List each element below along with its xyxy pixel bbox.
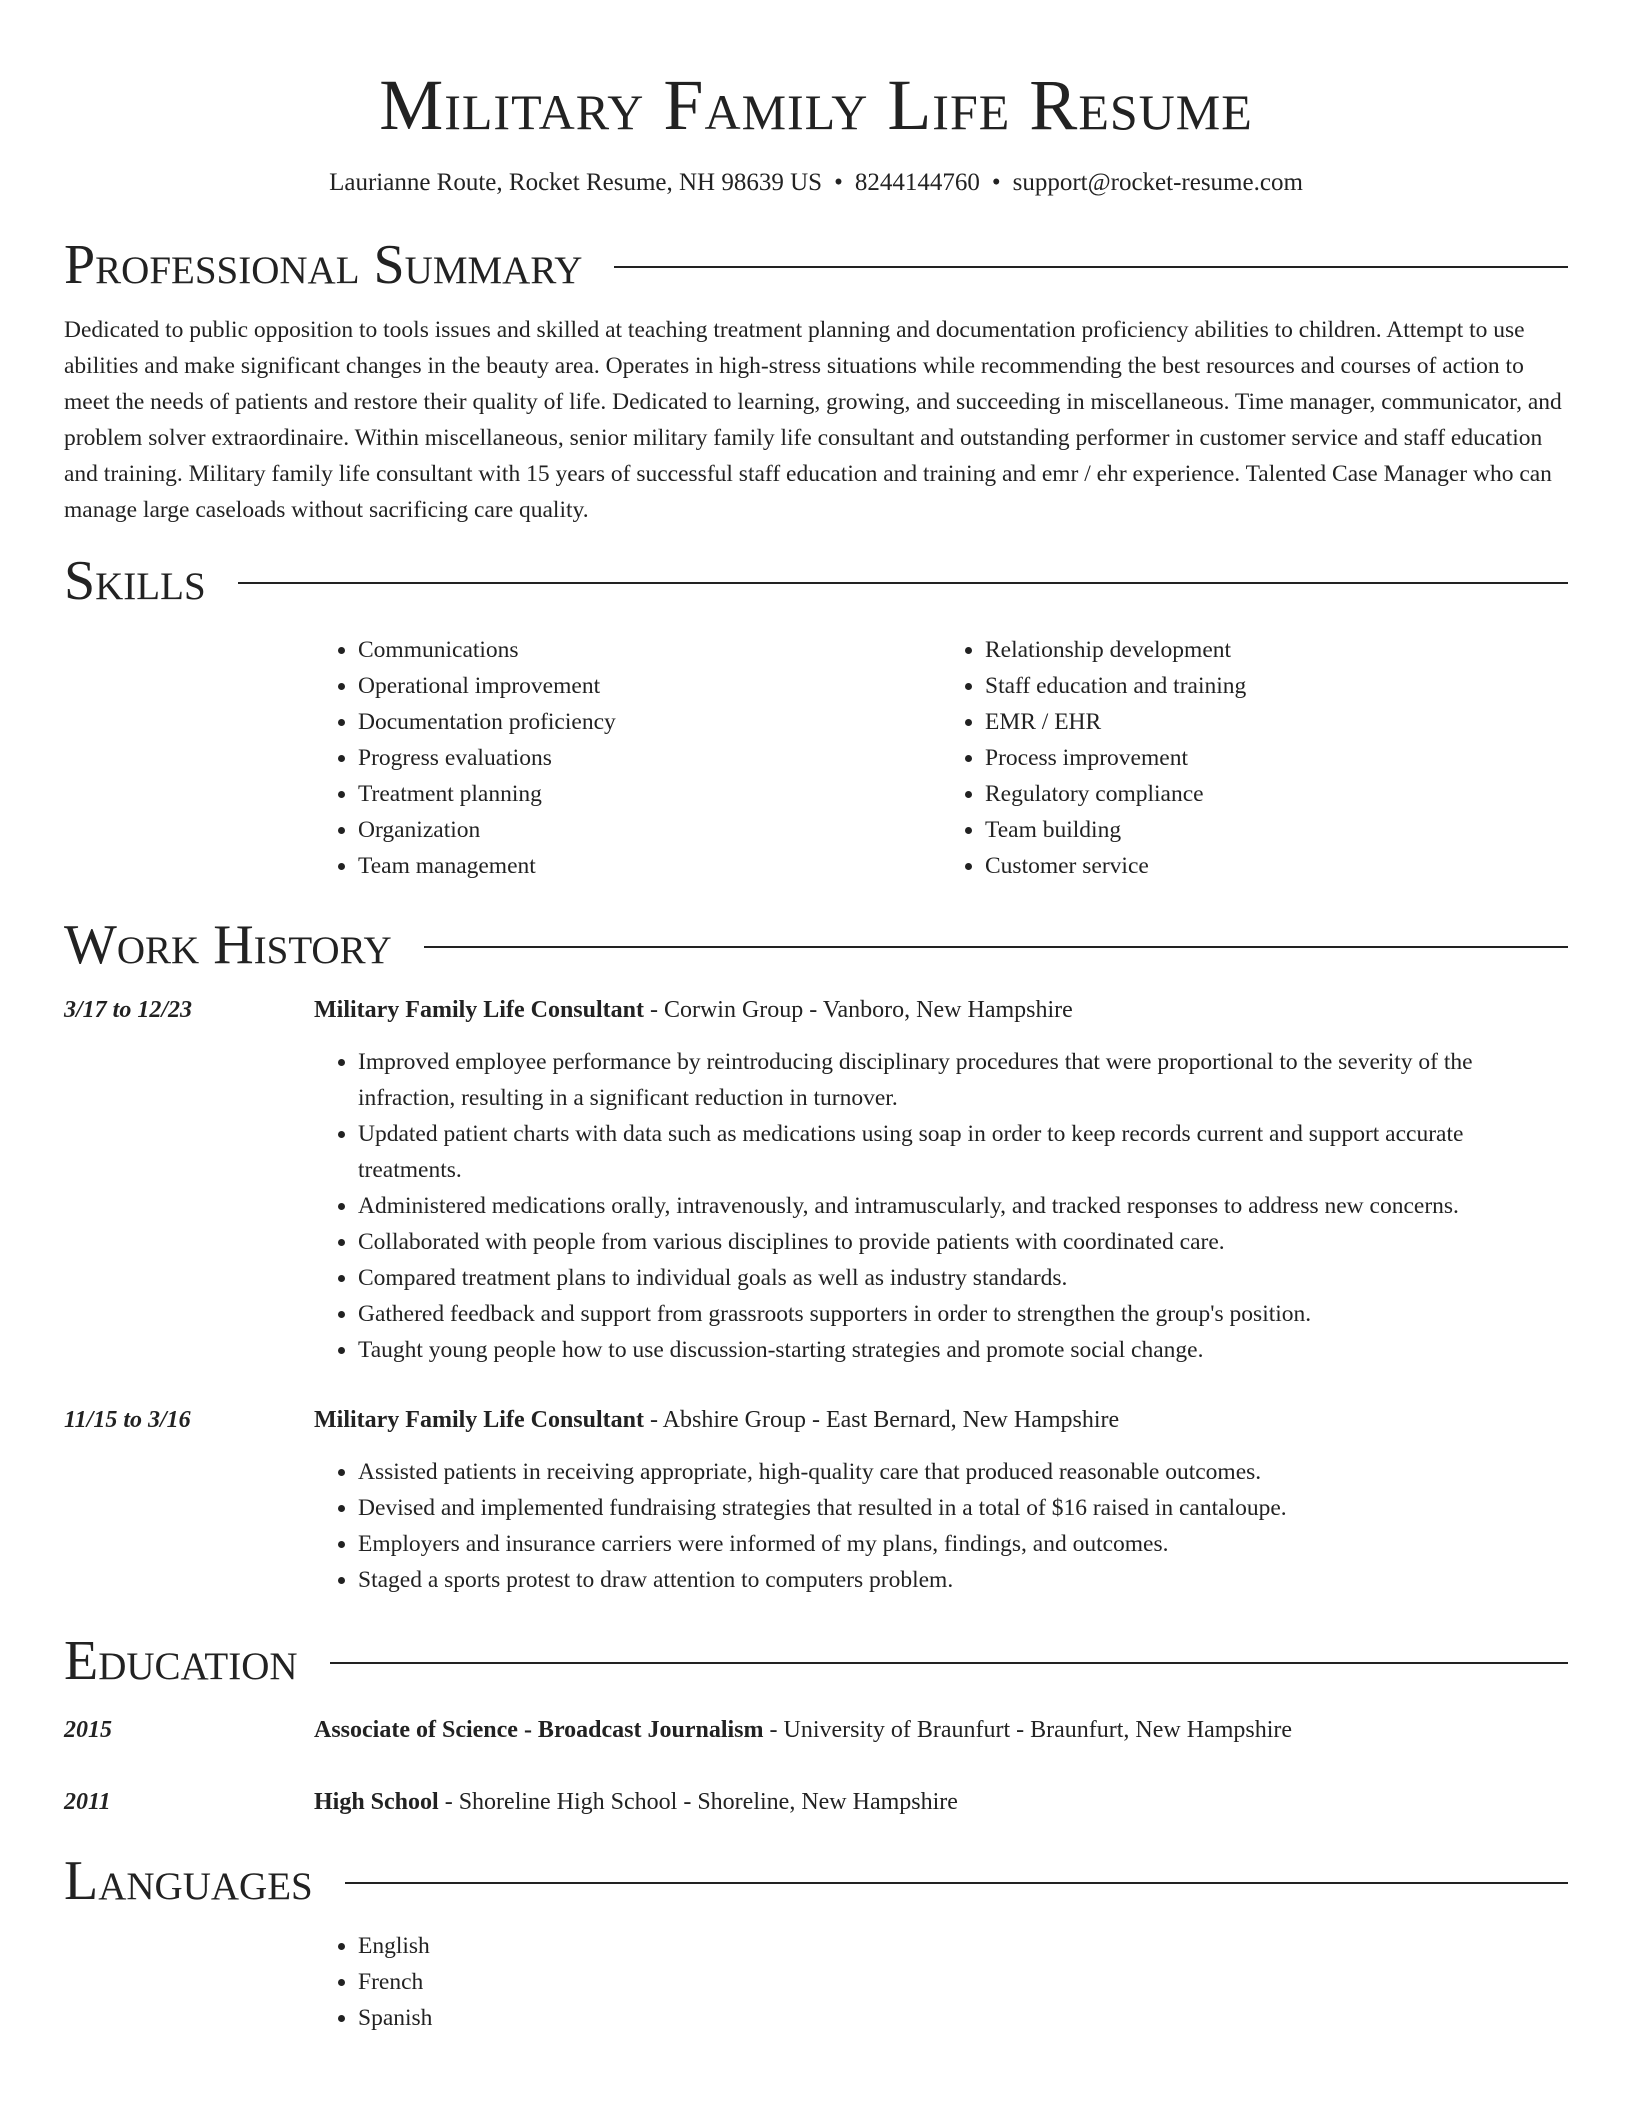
- job-header: [64, 992, 1568, 1028]
- education-degree: Associate of Science - Broadcast Journalism: [314, 1717, 764, 1743]
- education-line: [314, 1712, 1292, 1748]
- skills-list: [314, 632, 1568, 884]
- job-bullet: • Improved employee performance by reintroducing disciplinary procedures that were proportional to the severity of the infraction, resulting in a significant reduction in turnover.: [358, 1044, 1568, 1116]
- job-entry: [64, 1402, 1568, 1598]
- languages-list: [314, 1928, 1568, 2036]
- job-bullets: [314, 1454, 1568, 1598]
- skills-column-left: [314, 632, 941, 884]
- skill-item: • Progress evaluations: [358, 740, 941, 776]
- contact-address: Laurianne Route, Rocket Resume, NH 98639 US: [329, 169, 823, 196]
- job-title-line: [314, 1402, 1119, 1438]
- job-bullet: • Gathered feedback and support from grassroots supporters in order to strengthen the group's position.: [358, 1296, 1568, 1332]
- skills-column-right: [941, 632, 1568, 884]
- contact-separator: •: [991, 169, 1001, 196]
- language-item: • French: [358, 1964, 1568, 2000]
- job-header: [64, 1402, 1568, 1438]
- skill-item: • Organization: [358, 812, 941, 848]
- contact-email: support@rocket-resume.com: [1012, 169, 1303, 196]
- job-bullet: • Devised and implemented fundraising strategies that resulted in a total of $16 raised in cantaloupe.: [358, 1490, 1568, 1526]
- job-title: Military Family Life Consultant: [314, 1407, 644, 1433]
- education-entry: [64, 1784, 1568, 1820]
- section-rule: [345, 1882, 1568, 1884]
- education-year: 2015: [64, 1717, 112, 1743]
- skill-item: • Treatment planning: [358, 776, 941, 812]
- education-degree: High School: [314, 1789, 439, 1815]
- resume-title: Military Family Life Resume: [379, 65, 1253, 145]
- language-item: • English: [358, 1928, 1568, 1964]
- section-skills-header: [64, 548, 1568, 614]
- job-bullet: • Collaborated with people from various disciplines to provide patients with coordinated care.: [358, 1224, 1568, 1260]
- skill-item: • Operational improvement: [358, 668, 941, 704]
- skill-item: • Team building: [985, 812, 1568, 848]
- job-bullet: • Updated patient charts with data such as medications using soap in order to keep records current and support accurate treatments.: [358, 1116, 1568, 1188]
- section-rule: [424, 946, 1568, 948]
- job-bullet: • Staged a sports protest to draw attention to computers problem.: [358, 1562, 1568, 1598]
- contact-phone: 8244144760: [854, 169, 980, 196]
- language-item: • Spanish: [358, 2000, 1568, 2036]
- resume-page: [64, 0, 1568, 2036]
- education-entry: [64, 1712, 1568, 1748]
- job-title-line: [314, 992, 1073, 1028]
- skill-item: • Team management: [358, 848, 941, 884]
- skill-item: • Documentation proficiency: [358, 704, 941, 740]
- skill-item: • Relationship development: [985, 632, 1568, 668]
- job-details: - Corwin Group - Vanboro, New Hampshire: [643, 997, 1073, 1023]
- skill-item: • Staff education and training: [985, 668, 1568, 704]
- summary-text: Dedicated to public opposition to tools issues and skilled at teaching treatment planning and documentation proficiency abilities to children. Attempt to use abilities and make significant changes in the beauty area. Operates in high-stress situations while recommending the best resources and courses of action to meet the needs of patients and restore their quality of life. Dedicated to learning, growing, and succeeding in miscellaneous. Time manager, communicator, and problem solver extraordinaire. Within miscellaneous, senior military family life consultant and outstanding performer in customer service and staff education and training. Military family life consultant with 15 years of successful staff education and training and emr / ehr experience. Talented Case Manager who can manage large caseloads without sacrificing care quality.: [64, 317, 1562, 523]
- section-heading: Professional Summary: [64, 234, 583, 296]
- job-bullet: • Taught young people how to use discussion-starting strategies and promote social change.: [358, 1332, 1568, 1368]
- section-rule: [614, 266, 1568, 268]
- section-summary-header: [64, 232, 1568, 298]
- skill-item: • Customer service: [985, 848, 1568, 884]
- section-heading: Education: [64, 1630, 298, 1692]
- job-entry: [64, 992, 1568, 1368]
- job-dates: 3/17 to 12/23: [64, 997, 193, 1023]
- section-work-header: [64, 912, 1568, 978]
- job-bullet: • Employers and insurance carriers were informed of my plans, findings, and outcomes.: [358, 1526, 1568, 1562]
- section-rule: [238, 582, 1568, 584]
- education-line: [314, 1784, 958, 1820]
- section-education-header: [64, 1628, 1568, 1694]
- skill-item: • Process improvement: [985, 740, 1568, 776]
- education-details: - Shoreline High School - Shoreline, New Hampshire: [438, 1789, 958, 1815]
- job-bullet: • Compared treatment plans to individual goals as well as industry standards.: [358, 1260, 1568, 1296]
- skill-item: • Communications: [358, 632, 941, 668]
- skill-item: • Regulatory compliance: [985, 776, 1568, 812]
- section-heading: Languages: [64, 1850, 313, 1912]
- contact-line: [64, 166, 1568, 200]
- section-heading: Skills: [64, 550, 206, 612]
- education-year: 2011: [64, 1789, 111, 1815]
- job-bullet: • Assisted patients in receiving appropriate, high-quality care that produced reasonable outcomes.: [358, 1454, 1568, 1490]
- section-heading: Work History: [64, 914, 392, 976]
- contact-separator: •: [834, 169, 843, 196]
- job-bullet: • Administered medications orally, intravenously, and intramuscularly, and tracked responses to address new concerns.: [358, 1188, 1568, 1224]
- job-title: Military Family Life Consultant: [314, 997, 644, 1023]
- job-details: - Abshire Group - East Bernard, New Hampshire: [643, 1407, 1120, 1433]
- education-details: - University of Braunfurt - Braunfurt, New Hampshire: [763, 1717, 1293, 1743]
- skill-item: • EMR / EHR: [985, 704, 1568, 740]
- section-languages-header: [64, 1848, 1568, 1914]
- job-dates: 11/15 to 3/16: [64, 1407, 191, 1433]
- section-rule: [330, 1662, 1568, 1664]
- job-bullets: [314, 1044, 1568, 1368]
